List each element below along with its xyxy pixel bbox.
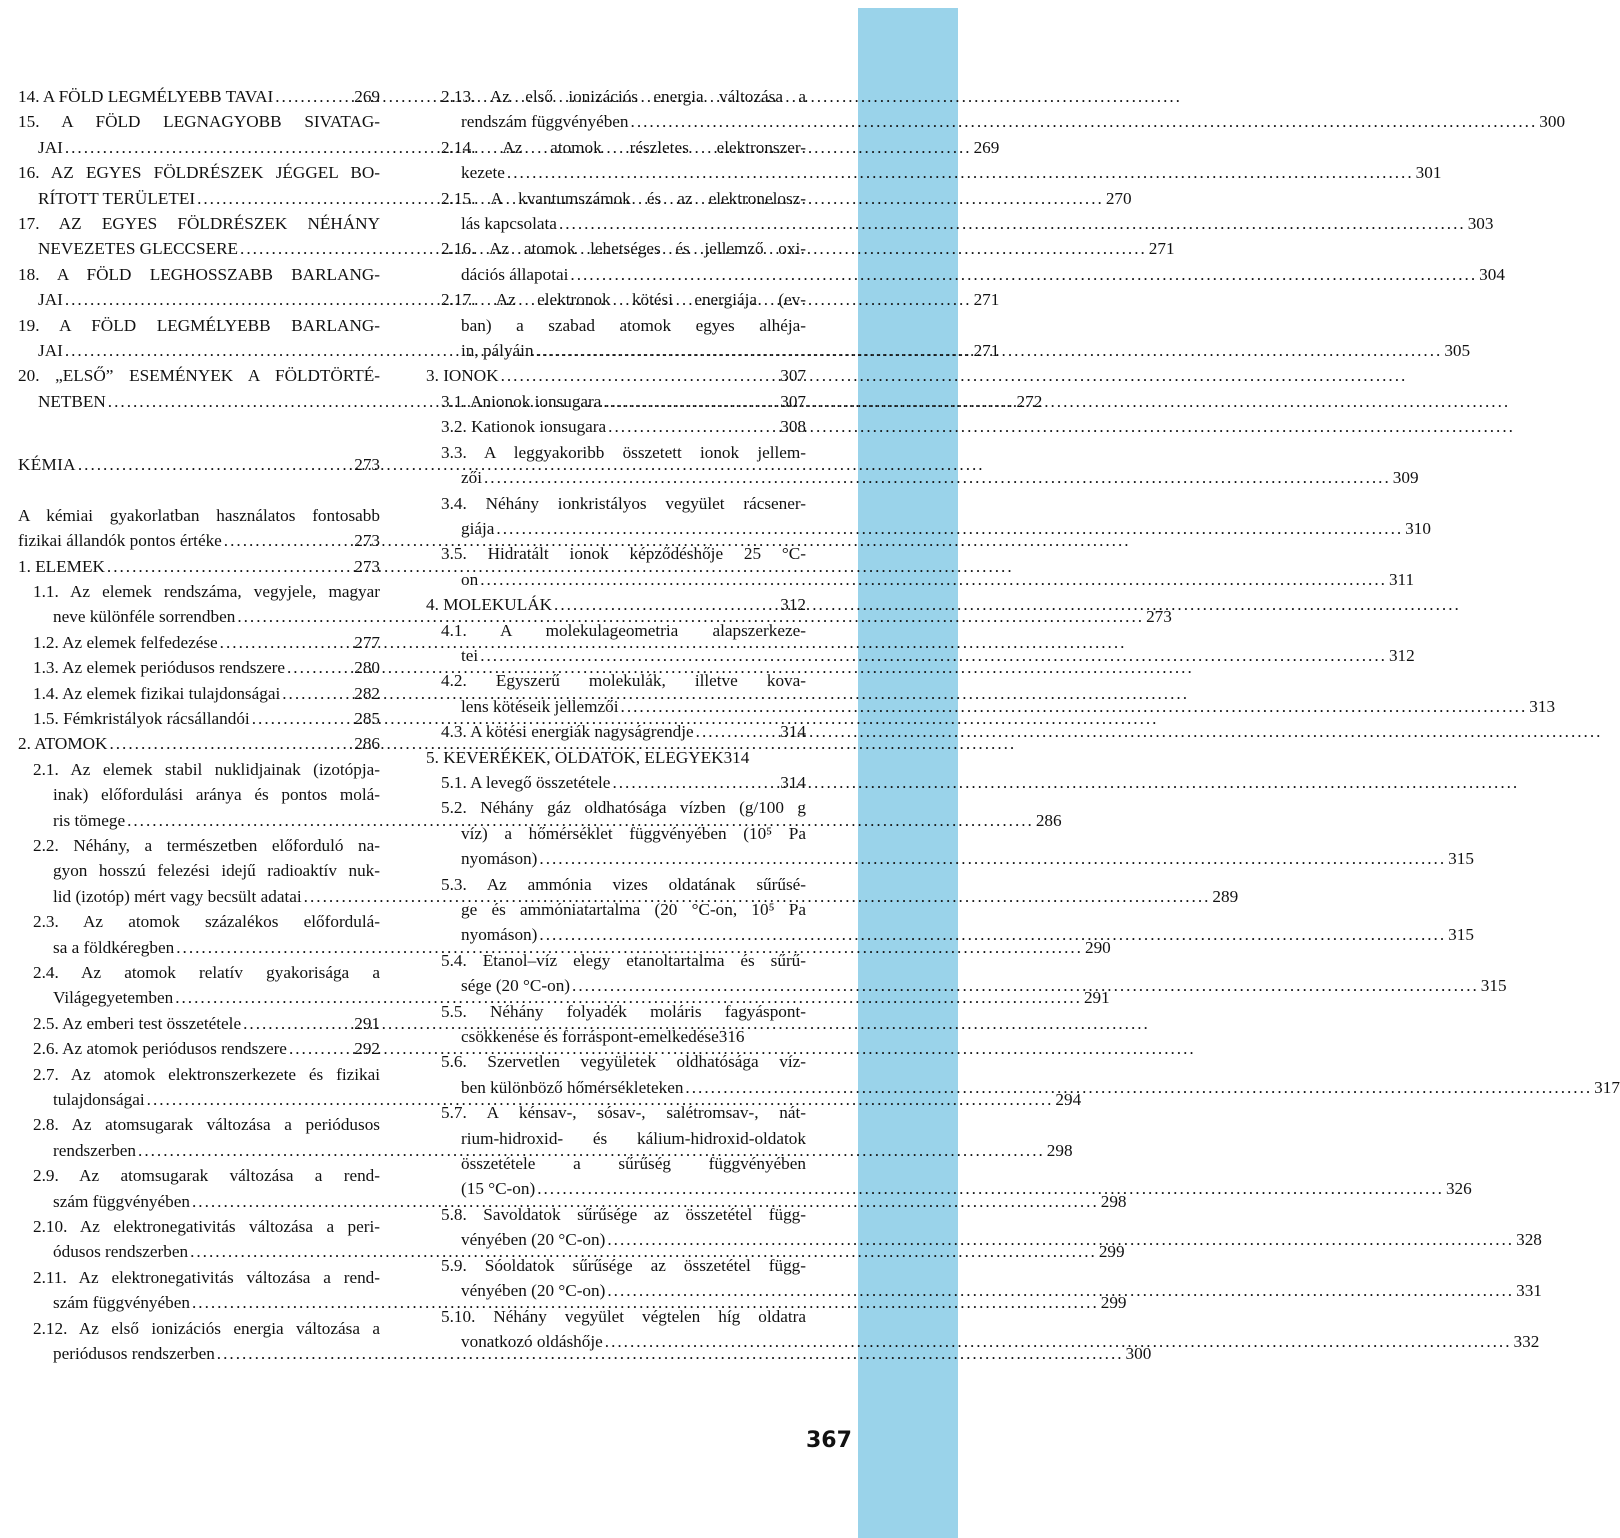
toc-entry-title-cont: ge és ammóniatartalma (20 °C-on, 10⁵ Pa <box>461 900 806 919</box>
toc-entry-title: 3.5. Hidratált ionok képződéshője 25 °C- <box>441 544 806 564</box>
toc-page-number: 269 <box>973 137 1000 157</box>
toc-section <box>18 731 380 756</box>
toc-entry-title: 15. A FÖLD LEGNAGYOBB SIVATAG- <box>18 112 380 132</box>
toc-entry-title-cont: lás kapcsolata <box>461 214 557 234</box>
toc-entry-title-cont: ben különböző hőmérsékleteken <box>461 1077 684 1097</box>
toc-section <box>426 592 806 617</box>
toc-section-title: 3. IONOK <box>426 366 499 386</box>
toc-entry-title-cont: on <box>461 569 479 589</box>
toc-entry-title: 2.4. Az atomok relatív gyakorisága a <box>33 963 380 982</box>
toc-entry-title: 2.5. Az emberi test összetétele <box>33 1013 242 1033</box>
toc-page-number: 291 <box>1083 988 1110 1008</box>
toc-entry-title: 2.15. A kvantumszámok és az elektronelosz- <box>441 188 806 208</box>
toc-entry-title-cont: összetétele a sűrűség függvényében <box>461 1154 806 1174</box>
toc-page-number: 326 <box>1445 1179 1472 1199</box>
toc-entry <box>426 541 1415 592</box>
toc-entry-title-cont: víz) a hőmérséklet függvényében (10⁵ Pa <box>461 823 806 843</box>
toc-entry <box>18 655 380 680</box>
toc-page-number: 286 <box>1035 810 1062 830</box>
toc-entry-title: A kémiai gyakorlatban használatos fontosabb <box>18 505 380 525</box>
toc-entry-title: 5.9. Sóoldatok sűrűsége az összetétel függ- <box>441 1255 806 1275</box>
toc-entry-title-cont: tulajdonságai <box>53 1090 145 1110</box>
toc-entry-title: 1.5. Fémkristályok rácsállandói <box>33 708 250 728</box>
toc-page-number: 273 <box>354 455 380 475</box>
toc-entry-title-cont: JAI <box>38 341 63 361</box>
toc-entry-title-cont: rendszám függvényében <box>461 112 629 132</box>
toc-entry-title: 2.8. Az atomsugarak változása a periódusos <box>33 1115 380 1135</box>
toc-entry-title-cont: giája <box>461 518 495 538</box>
toc-page-number: 292 <box>354 1039 380 1059</box>
toc-page-number: 270 <box>1105 188 1132 208</box>
toc-page-number: 314 <box>780 772 806 792</box>
toc-page-number: 310 <box>1405 518 1431 538</box>
toc-entry-title-cont: inak) előfordulási aránya és pontos molá- <box>53 785 380 805</box>
toc-entry <box>18 84 380 109</box>
toc-entry-title: 2.2. Néhány, a természetben előforduló na- <box>33 835 380 855</box>
toc-section <box>426 363 806 388</box>
toc-page-number: 298 <box>1046 1140 1073 1160</box>
toc-entry-title-cont: rium-hidroxid- és kálium-hidroxid-oldatok <box>461 1128 806 1148</box>
toc-page-number: 313 <box>1529 696 1556 716</box>
toc-entry <box>426 668 1556 719</box>
toc-entry-title-cont: JAI <box>38 290 63 310</box>
toc-entry-title: 14. A FÖLD LEGMÉLYEBB TAVAI <box>18 87 274 106</box>
toc-entry-title: 2.1. Az elemek stabil nuklidjainak (izotópja- <box>33 759 380 779</box>
toc-entry-title-cont: sége (20 °C-on) <box>461 976 571 996</box>
toc-page-number: 286 <box>354 734 380 754</box>
toc-page-number: 271 <box>973 290 1000 310</box>
toc-page-number: 315 <box>1480 976 1507 996</box>
toc-page-number: 271 <box>973 341 1000 361</box>
toc-entry <box>18 630 380 655</box>
toc-page-number: 332 <box>1513 1331 1540 1351</box>
toc-entry-title: 5.8. Savoldatok sűrűsége az összetétel függ- <box>441 1204 806 1224</box>
toc-section <box>426 745 806 770</box>
toc-page-number: 282 <box>354 683 380 703</box>
toc-page-number: 308 <box>780 417 806 437</box>
toc-entry-title-cont: tei <box>461 645 479 665</box>
toc-entry-title: 2.12. Az első ionizációs energia változása a <box>33 1318 380 1338</box>
toc-entry <box>426 491 1431 542</box>
toc-entry <box>426 719 806 744</box>
toc-page-number: 312 <box>780 595 806 615</box>
toc-entry-title: 4.2. Egyszerű molekulák, illetve kova- <box>441 671 806 691</box>
toc-entry <box>18 681 380 706</box>
toc-entry-title: 5.1. A levegő összetétele <box>441 772 611 792</box>
toc-entry-title: 2.3. Az atomok százalékos előfordulá- <box>33 912 380 932</box>
toc-entry <box>426 770 806 795</box>
toc-page-number: 309 <box>1392 468 1419 488</box>
toc-entry-title-cont: NEVEZETES GLECCSERE <box>38 239 239 259</box>
toc-entry-title-cont: neve különféle sorrendben <box>53 607 236 627</box>
toc-page-number: 307 <box>780 366 806 386</box>
toc-page-number: 331 <box>1516 1281 1542 1301</box>
toc-entry <box>426 414 806 439</box>
toc-entry-title-cont: Világegyetemben <box>53 988 174 1008</box>
toc-entry-title: 3.1. Anionok ionsugara <box>441 391 602 411</box>
toc-entry-title-cont: vonatkozó oldáshője <box>461 1331 603 1351</box>
toc-entry-title-cont: RÍTOTT TERÜLETEI <box>38 188 196 208</box>
toc-page-number: 328 <box>1516 1230 1542 1250</box>
toc-entry-title: 1.3. Az elemek periódusos rendszere <box>33 658 285 678</box>
toc-entry-title-cont: JAI <box>38 137 63 157</box>
toc-page-number: 299 <box>1100 1293 1127 1313</box>
toc-entry-title-cont: periódusos rendszerben <box>53 1344 215 1364</box>
toc-entry-title-cont: in, pályáin <box>461 341 534 361</box>
toc-entry-title-cont: dációs állapotai <box>461 264 569 284</box>
toc-entry-title: 16. AZ EGYES FÖLDRÉSZEK JÉGGEL BO- <box>18 163 380 183</box>
toc-entry-title: 2.11. Az elektronegativitás változása a rend- <box>33 1267 380 1287</box>
toc-page-number: 298 <box>1100 1191 1127 1211</box>
toc-section-title: 4. MOLEKULÁK <box>426 595 553 615</box>
toc-page-number: 301 <box>1415 163 1442 183</box>
toc-page-number: 315 <box>1448 925 1474 945</box>
toc-section <box>18 554 380 579</box>
toc-entry-title: 2.16. Az atomok lehetséges és jellemző oxi- <box>441 239 806 259</box>
toc-entry-title-cont: nyomáson) <box>461 925 538 945</box>
toc-entry <box>426 440 1419 491</box>
toc-entry-title-cont: rendszerben <box>53 1140 137 1160</box>
toc-section-title: 5. KEVERÉKEK, OLDATOK, ELEGYEK <box>426 747 724 767</box>
toc-entry <box>18 706 380 731</box>
toc-entry <box>426 618 1415 669</box>
toc-entry-title: 5.7. A kénsav-, sósav-, salétromsav-, nát- <box>441 1103 806 1123</box>
toc-entry-title: 3.3. A leggyakoribb összetett ionok jellem- <box>441 442 806 462</box>
toc-entry-title-cont: lid (izotóp) mért vagy becsült adatai <box>53 886 302 906</box>
toc-page-number: 311 <box>1388 569 1415 589</box>
toc-page-number: 290 <box>1084 937 1111 957</box>
toc-entry-title: 5.5. Néhány folyadék moláris fagyáspont- <box>441 1001 806 1021</box>
toc-entry-title-cont: vényében (20 °C-on) <box>461 1281 606 1301</box>
toc-page-number: 280 <box>354 658 380 678</box>
toc-entry-title: 1.1. Az elemek rendszáma, vegyjele, magyar <box>33 581 380 601</box>
toc-entry-title: 3.2. Kationok ionsugara <box>441 417 607 437</box>
toc-entry-title: 2.7. Az atomok elektronszerkezete és fizikai <box>33 1064 380 1084</box>
toc-page-number: 289 <box>1212 886 1239 906</box>
toc-entry-title: 2.14. Az atomok részletes elektronszer- <box>441 137 806 157</box>
toc-page-number: 291 <box>354 1013 380 1033</box>
toc-entry-title-cont: ris tömege <box>53 810 126 830</box>
toc-entry-title: 4.3. A kötési energiák nagyságrendje <box>441 722 694 742</box>
toc-entry-title-cont: ódusos rendszerben <box>53 1242 189 1262</box>
toc-page-number: 307 <box>780 391 806 411</box>
toc-entry <box>18 1011 380 1036</box>
toc-entry-title-cont: nyomáson) <box>461 849 538 869</box>
toc-page-number: 305 <box>1444 341 1471 361</box>
toc-page-number: 299 <box>1098 1242 1125 1262</box>
toc-entry-title: 20. „ELSŐ” ESEMÉNYEK A FÖLDTÖRTÉ- <box>18 366 380 386</box>
toc-page-number: 269 <box>354 87 380 106</box>
toc-entry-title: 1.4. Az elemek fizikai tulajdonságai <box>33 683 281 703</box>
toc-entry-title-cont: NETBEN <box>38 391 106 411</box>
page-number: 367 <box>806 1428 852 1453</box>
toc-page-number: 273 <box>1146 607 1172 627</box>
toc-entry-title-cont: kezete <box>461 163 505 183</box>
toc-entry-title-cont: szám függvényében <box>53 1293 190 1313</box>
toc-page-number: 271 <box>1148 239 1175 259</box>
toc-entry-title: 2.9. Az atomsugarak változása a rend- <box>33 1166 380 1186</box>
toc-page-number: 314 <box>723 747 750 767</box>
toc-entry-title: 19. A FÖLD LEGMÉLYEBB BARLANG- <box>18 315 380 335</box>
toc-entry-title: 5.2. Néhány gáz oldhatósága vízben (g/100 g <box>441 798 806 818</box>
toc-page-number: 316 <box>718 1027 745 1047</box>
toc-entry-title: 2.17. Az elektronok kötési energiája (ev- <box>441 290 806 310</box>
toc-page-number: 272 <box>1016 391 1043 411</box>
toc-section-title: 2. ATOMOK <box>18 734 108 754</box>
toc-entry-title-cont: vényében (20 °C-on) <box>461 1230 606 1250</box>
toc-entry-title-cont: lens kötéseik jellemzői <box>461 696 619 716</box>
toc-entry-title: 17. AZ EGYES FÖLDRÉSZEK NÉHÁNY <box>18 214 380 234</box>
toc-entry-title-cont: ban) a szabad atomok egyes alhéja- <box>461 315 806 335</box>
toc-page-number: 285 <box>354 708 380 728</box>
toc-entry <box>426 999 806 1050</box>
toc-entry-title-cont: sa a földkéregben <box>53 937 175 957</box>
toc-page-number: 273 <box>354 531 380 551</box>
chapter-title: KÉMIA <box>18 455 76 475</box>
toc-entry <box>18 1036 380 1061</box>
toc-page-number: 294 <box>1055 1090 1082 1110</box>
toc-entry <box>18 503 380 554</box>
toc-page-number: 277 <box>354 632 380 652</box>
toc-entry-title-cont: zői <box>461 468 482 488</box>
toc-entry-title: 1.2. Az elemek felfedezése <box>33 632 218 652</box>
toc-entry-title: 5.3. Az ammónia vizes oldatának sűrűsé- <box>441 874 806 894</box>
toc-page-number: 315 <box>1448 849 1474 869</box>
toc-page-number: 317 <box>1594 1077 1620 1097</box>
toc-entry-title-cont: gyon hosszú felezési idejű radioaktív nuk- <box>53 861 380 881</box>
toc-page-number: 304 <box>1479 264 1505 284</box>
toc-page-number: 303 <box>1467 214 1494 234</box>
toc-entry <box>426 84 1566 135</box>
toc-entry-title-cont: fizikai állandók pontos értéke <box>18 531 222 551</box>
toc-entry-title: 3.4. Néhány ionkristályos vegyület rácsener- <box>441 493 806 513</box>
toc-entry <box>426 389 806 414</box>
toc-section-title: 1. ELEMEK <box>18 556 105 576</box>
toc-entry-title: 5.4. Etanol–víz elegy etanoltartalma és sűrű- <box>441 950 806 970</box>
toc-page-number: 300 <box>1125 1344 1152 1364</box>
toc-page-number: 273 <box>354 556 380 576</box>
toc-page-number: 314 <box>780 722 806 742</box>
toc-entry-title-cont: szám függvényében <box>53 1191 190 1211</box>
toc-entry-title: 4.1. A molekulageometria alapszerkeze- <box>441 620 806 640</box>
toc-entry-title: 2.10. Az elektronegativitás változása a peri- <box>33 1217 380 1237</box>
toc-entry-title: 5.10. Néhány vegyület végtelen híg oldatra <box>441 1306 806 1326</box>
toc-entry-title: 5.6. Szervetlen vegyületek oldhatósága víz- <box>441 1052 806 1072</box>
toc-entry-title: 2.13. Az első ionizációs energia változása a <box>441 87 806 106</box>
toc-entry-title-cont: (15 °C-on) <box>461 1179 536 1199</box>
toc-entry-title: 18. A FÖLD LEGHOSSZABB BARLANG- <box>18 264 380 284</box>
toc-page-number: 300 <box>1539 112 1566 132</box>
toc-page-number: 312 <box>1388 645 1415 665</box>
toc-chapter-kemia <box>18 452 380 477</box>
toc-entry-title-cont: csökkenése és forráspont-emelkedése <box>461 1027 719 1047</box>
toc-entry-title: 2.6. Az atomok periódusos rendszere <box>33 1039 287 1059</box>
